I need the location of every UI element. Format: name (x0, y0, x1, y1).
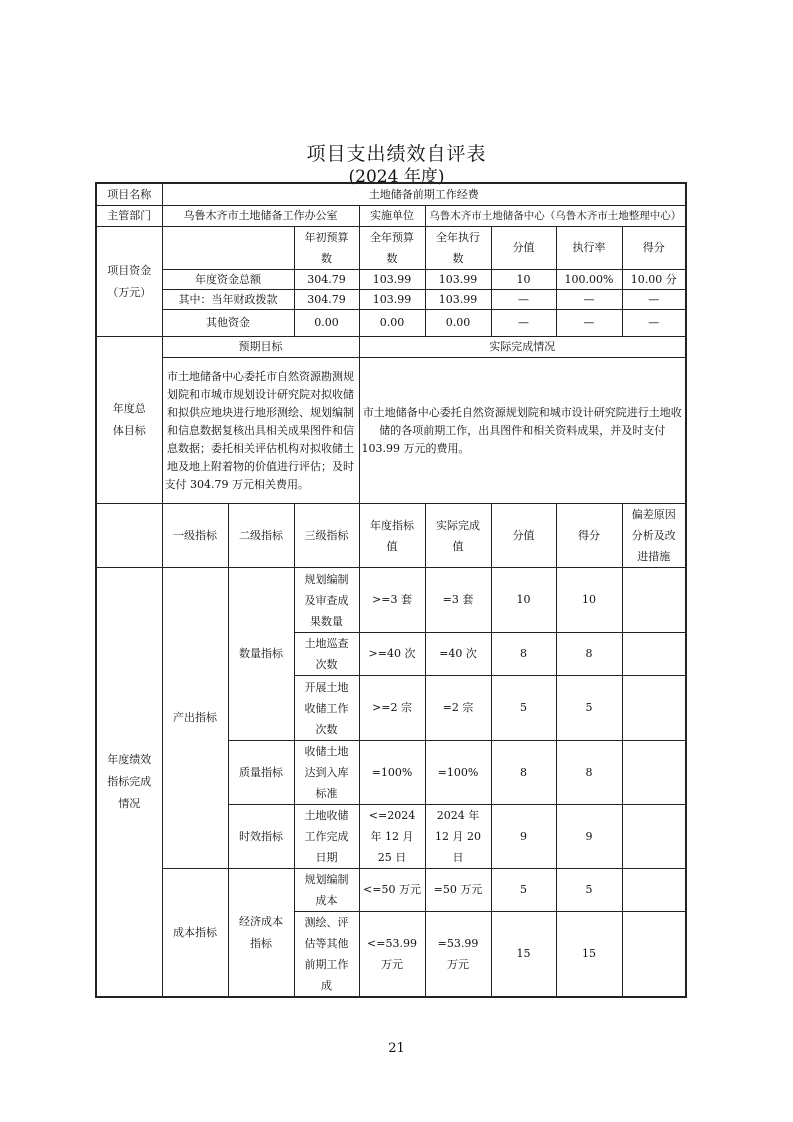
score: 9 (556, 805, 622, 869)
funds-cell: 103.99 (425, 270, 491, 290)
deviation-note (622, 633, 686, 676)
actual-value: =100% (425, 741, 491, 805)
level3-name: 土地巡查次数 (294, 633, 359, 676)
dept-value: 乌鲁木齐市土地储备工作办公室 (162, 206, 359, 227)
target-value: <=2024 年 12 月 25 日 (359, 805, 425, 869)
funds-cell: 103.99 (425, 290, 491, 310)
goals-header-row (96, 337, 686, 358)
level2-quantity: 数量指标 (228, 568, 294, 741)
actual-value: =40 次 (425, 633, 491, 676)
indicator-header-row (96, 504, 686, 568)
funds-cell: 0.00 (359, 310, 425, 337)
page-number: 21 (388, 1041, 405, 1056)
funds-cell: — (556, 310, 622, 337)
level3-name: 测绘、评估等其他前期工作成 (294, 912, 359, 998)
project-name-label: 项目名称 (96, 183, 162, 206)
level1-output: 产出指标 (162, 568, 228, 869)
funds-cell: 10.00 分 (622, 270, 686, 290)
score-value: 5 (491, 869, 556, 912)
level2-quality: 质量指标 (228, 741, 294, 805)
indicator-row (96, 568, 686, 633)
indicator-header: 分值 (491, 504, 556, 568)
department-row (96, 206, 686, 227)
score: 8 (556, 741, 622, 805)
level2-economic-cost: 经济成本指标 (228, 869, 294, 998)
funds-row-fiscal (96, 290, 686, 310)
actual-result-header: 实际完成情况 (359, 337, 686, 358)
funds-header-row (96, 227, 686, 270)
funds-row-label: 其中：当年财政拨款 (162, 290, 294, 310)
funds-cell: — (556, 290, 622, 310)
funds-cell: 0.00 (294, 310, 359, 337)
target-value: =100% (359, 741, 425, 805)
actual-value: 2024 年 12 月 20 日 (425, 805, 491, 869)
funds-cell: — (491, 310, 556, 337)
actual-value: =50 万元 (425, 869, 491, 912)
funds-row-label: 其他资金 (162, 310, 294, 337)
funds-cell: 0.00 (425, 310, 491, 337)
deviation-note (622, 912, 686, 998)
target-value: >=3 套 (359, 568, 425, 633)
actual-value: =3 套 (425, 568, 491, 633)
self-evaluation-table (95, 182, 687, 998)
funds-row-label: 年度资金总额 (162, 270, 294, 290)
indicator-header: 实际完成值 (425, 504, 491, 568)
funds-cell: 304.79 (294, 290, 359, 310)
score-value: 9 (491, 805, 556, 869)
funds-cell: 304.79 (294, 270, 359, 290)
funds-header: 执行率 (556, 227, 622, 270)
funds-header: 分值 (491, 227, 556, 270)
score-value: 15 (491, 912, 556, 998)
funds-cell: — (491, 290, 556, 310)
indicator-header: 得分 (556, 504, 622, 568)
indicators-section-label: 年度绩效指标完成情况 (96, 568, 162, 998)
target-value: >=40 次 (359, 633, 425, 676)
actual-value: =2 宗 (425, 676, 491, 741)
level3-name: 开展土地收储工作次数 (294, 676, 359, 741)
dept-label: 主管部门 (96, 206, 162, 227)
unit-label: 实施单位 (359, 206, 425, 227)
level1-cost: 成本指标 (162, 869, 228, 998)
deviation-note (622, 805, 686, 869)
funds-label: 项目资金（万元） (96, 227, 162, 337)
unit-value: 乌鲁木齐市土地储备中心（乌鲁木齐市土地整理中心） (425, 206, 686, 227)
indicator-row (96, 869, 686, 912)
funds-header: 得分 (622, 227, 686, 270)
expected-goal-text: 市土地储备中心委托市自然资源勘测规划院和市城市规划设计研究院对拟收储和拟供应地块进行地形测绘、规划编制和信息数据复核出具相关成果图件和信息数据；委托相关评估机构对拟收储土地及地上附着物的价值进行评估；及时支付 304.79 万元相关费用。 (162, 358, 359, 504)
score-value: 5 (491, 676, 556, 741)
indicator-header: 一级指标 (162, 504, 228, 568)
funds-header: 全年执行数 (425, 227, 491, 270)
goals-label: 年度总体目标 (96, 337, 162, 504)
funds-cell: 103.99 (359, 290, 425, 310)
deviation-note (622, 568, 686, 633)
project-name-value: 土地储备前期工作经费 (162, 183, 686, 206)
score: 5 (556, 869, 622, 912)
score-value: 8 (491, 741, 556, 805)
level3-name: 土地收储工作完成日期 (294, 805, 359, 869)
indicator-header: 偏差原因分析及改进措施 (622, 504, 686, 568)
page-title: 项目支出绩效自评表 (306, 143, 487, 165)
project-name-row (96, 183, 686, 206)
level3-name: 规划编制及审查成果数量 (294, 568, 359, 633)
deviation-note (622, 676, 686, 741)
score: 8 (556, 633, 622, 676)
indicator-header: 二级指标 (228, 504, 294, 568)
indicator-header: 年度指标值 (359, 504, 425, 568)
target-value: <=50 万元 (359, 869, 425, 912)
expected-goal-header: 预期目标 (162, 337, 359, 358)
goals-text-row (96, 358, 686, 504)
deviation-note (622, 741, 686, 805)
target-value: >=2 宗 (359, 676, 425, 741)
score-value: 8 (491, 633, 556, 676)
page-subtitle: (2024 年度) (348, 167, 445, 187)
actual-value: =53.99 万元 (425, 912, 491, 998)
funds-row-total (96, 270, 686, 290)
score: 15 (556, 912, 622, 998)
indicator-header: 三级指标 (294, 504, 359, 568)
score: 10 (556, 568, 622, 633)
funds-cell: — (622, 290, 686, 310)
funds-header: 年初预算数 (294, 227, 359, 270)
level3-name: 收储土地达到入库标准 (294, 741, 359, 805)
level2-timeliness: 时效指标 (228, 805, 294, 869)
score: 5 (556, 676, 622, 741)
target-value: <=53.99 万元 (359, 912, 425, 998)
level3-name: 规划编制成本 (294, 869, 359, 912)
score-value: 10 (491, 568, 556, 633)
funds-cell: — (622, 310, 686, 337)
funds-cell: 100.00% (556, 270, 622, 290)
funds-row-other (96, 310, 686, 337)
deviation-note (622, 869, 686, 912)
funds-header: 全年预算数 (359, 227, 425, 270)
funds-cell: 10 (491, 270, 556, 290)
funds-cell: 103.99 (359, 270, 425, 290)
actual-result-text: 市土地储备中心委托自然资源规划院和城市设计研究院进行土地收储的各项前期工作，出具图件和相关资料成果，并及时支付 103.99 万元的费用。 (359, 358, 686, 504)
